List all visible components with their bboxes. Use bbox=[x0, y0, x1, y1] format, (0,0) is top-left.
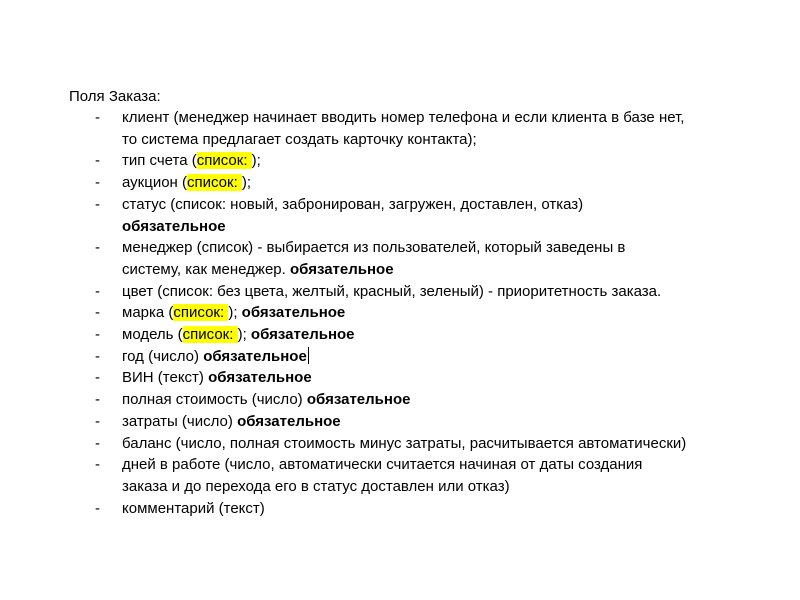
item-text: ); bbox=[237, 326, 251, 344]
list-item-manager bbox=[69, 237, 769, 280]
item-text-line: комментарий (текст) bbox=[122, 499, 265, 517]
document-body[interactable] bbox=[69, 86, 769, 519]
item-text: модель ( bbox=[122, 326, 183, 344]
item-text-line: дней в работе (число, автоматически считается начиная от даты создания bbox=[122, 456, 643, 474]
section-heading: Поля Заказа: bbox=[69, 88, 161, 105]
text-cursor bbox=[308, 347, 310, 364]
item-text: аукцион ( bbox=[122, 174, 187, 192]
item-text: ); bbox=[241, 174, 252, 192]
item-text-line: затраты (число) bbox=[122, 412, 238, 430]
bullet-dash: - bbox=[95, 152, 100, 170]
item-text-line: статус (список: новый, забронирован, загружен, доставлен, отказ) bbox=[122, 195, 584, 213]
item-text-line: ВИН (текст) bbox=[122, 369, 209, 387]
item-text-line: полная стоимость (число) bbox=[122, 391, 307, 409]
bullet-dash: - bbox=[95, 174, 100, 192]
required-label: обязательное bbox=[237, 412, 341, 430]
list-item-expenses bbox=[69, 411, 769, 433]
item-text: тип счета ( bbox=[122, 152, 197, 170]
list-item-invoice-type bbox=[69, 150, 769, 172]
list-item-client bbox=[69, 107, 769, 150]
list-item-total-cost bbox=[69, 389, 769, 411]
list-item-year bbox=[69, 346, 769, 368]
item-text: марка ( bbox=[122, 304, 174, 322]
list-item-vin bbox=[69, 367, 769, 389]
bullet-dash: - bbox=[95, 347, 100, 365]
highlighted-text: список: bbox=[196, 152, 252, 170]
item-text-line: баланс (число, полная стоимость минус затраты, расчитывается автоматически) bbox=[122, 434, 687, 452]
required-label: обязательное bbox=[289, 260, 394, 278]
item-text-line: цвет (список: без цвета, желтый, красный, зеленый) - приоритетность заказа. bbox=[122, 282, 662, 300]
item-text-line: то система предлагает создать карточку контакта); bbox=[122, 130, 477, 148]
order-fields-list bbox=[69, 107, 769, 519]
highlighted-text: список: bbox=[173, 304, 229, 322]
list-item-days-in-work bbox=[69, 454, 769, 497]
bullet-dash: - bbox=[95, 326, 100, 344]
list-item-color bbox=[69, 281, 769, 303]
item-text-line: год (число) bbox=[122, 347, 204, 365]
list-item-auction bbox=[69, 172, 769, 194]
bullet-dash: - bbox=[95, 499, 100, 517]
highlighted-text: список: bbox=[187, 174, 242, 192]
required-label: обязательное bbox=[306, 391, 411, 409]
bullet-dash: - bbox=[95, 456, 100, 474]
item-text-line: систему, как менеджер. bbox=[122, 260, 290, 278]
item-text-line: клиент (менеджер начинает вводить номер телефона и если клиента в базе нет, bbox=[122, 109, 685, 126]
item-text-line: заказа и до перехода его в статус доставлен или отказ) bbox=[122, 477, 510, 495]
list-item-status bbox=[69, 194, 769, 237]
bullet-dash: - bbox=[95, 109, 100, 126]
bullet-dash: - bbox=[95, 195, 100, 213]
bullet-dash: - bbox=[95, 369, 100, 387]
bullet-dash: - bbox=[95, 412, 100, 430]
bullet-dash: - bbox=[95, 282, 100, 300]
item-text: ); bbox=[228, 304, 242, 322]
bullet-dash: - bbox=[95, 304, 100, 322]
list-item-balance bbox=[69, 433, 769, 455]
required-label: обязательное bbox=[203, 347, 307, 365]
required-label: обязательное bbox=[250, 326, 355, 344]
list-item-comment bbox=[69, 498, 769, 520]
list-item-model bbox=[69, 324, 769, 346]
list-item-make bbox=[69, 302, 769, 324]
bullet-dash: - bbox=[95, 391, 100, 409]
required-label: обязательное bbox=[208, 369, 312, 387]
required-label: обязательное bbox=[122, 217, 226, 235]
bullet-dash: - bbox=[95, 239, 100, 257]
highlighted-text: список: bbox=[182, 326, 238, 344]
bullet-dash: - bbox=[95, 434, 100, 452]
required-label: обязательное bbox=[241, 304, 346, 322]
item-text-line: менеджер (список) - выбирается из пользователей, который заведены в bbox=[122, 239, 626, 257]
item-text: ); bbox=[251, 152, 261, 170]
